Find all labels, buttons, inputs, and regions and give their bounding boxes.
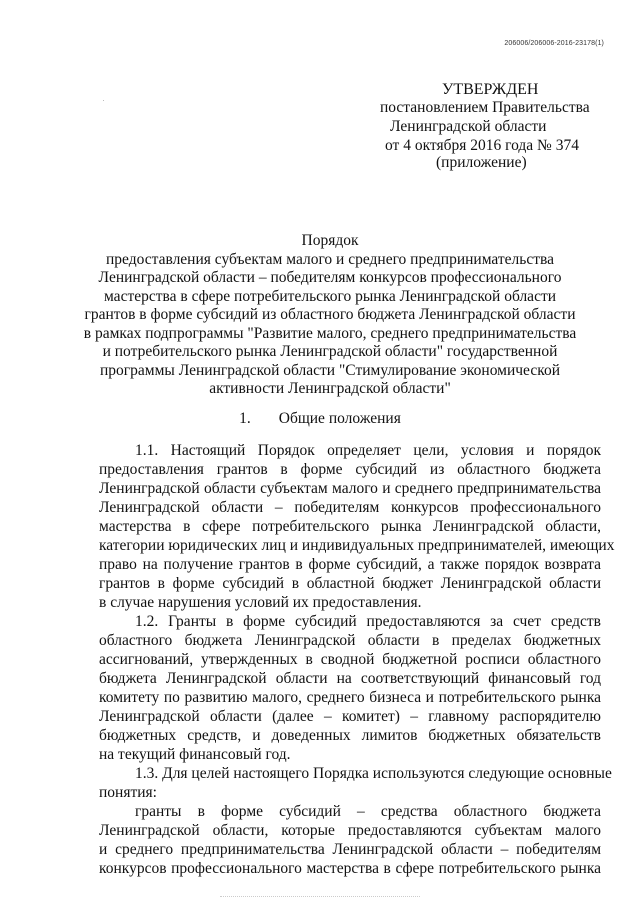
paragraph-1-1 (99, 441, 615, 612)
title-line: предоставления субъектам малого и среднего предпринимательства (105, 250, 554, 268)
approval-line: Ленинградской области (390, 118, 547, 135)
definition-paragraph (99, 802, 601, 878)
document-id: 206006/206006-2016-23178(1) (504, 40, 604, 47)
title-line: программы Ленинградской области "Стимулирование экономической (100, 361, 560, 379)
text-line: Ленинградской области субъектам малого и среднего предпринимательства (99, 480, 601, 497)
text-line: на текущий финансовый год. (99, 746, 291, 763)
text-line: гранты в форме субсидий – средства областного бюджета (135, 803, 601, 820)
text-line: Ленинградской области (далее – комитет) – главному распорядителю (99, 708, 601, 725)
text-line: в случае нарушения условий их предоставления. (99, 594, 422, 611)
text-line: конкурсов профессионального мастерства в сфере потребительского рынка (99, 860, 601, 877)
text-line: 1.2. Гранты в форме субсидий предоставляются за счет средств (135, 613, 601, 630)
title-line: активности Ленинградской области" (209, 380, 451, 397)
scan-mark (103, 100, 104, 101)
paragraph-1-2 (99, 612, 601, 764)
document-heading: Порядок (301, 232, 359, 249)
title-line: мастерства в сфере потребительского рынка Ленинградской области (103, 287, 557, 305)
title-line: Ленинградской области – победителям конкурсов профессионального (98, 269, 562, 286)
document-body (99, 441, 615, 878)
text-line: бюджетных средств, и доведенных лимитов бюджетных обязательств (99, 727, 601, 744)
document-title (60, 232, 600, 399)
text-line: грантов в форме субсидий в областной бюджет Ленинградской области (99, 575, 601, 592)
text-line: 1.3. Для целей настоящего Порядка используются следующие основные (135, 765, 612, 782)
text-line: 1.1. Настоящий Порядок определяет цели, условия и порядок (135, 442, 601, 459)
paragraph-1-3 (99, 764, 612, 802)
approval-title: УТВЕРЖДЕН (442, 81, 539, 98)
title-line: грантов в форме субсидий из областного бюджета Ленинградской области (84, 306, 576, 323)
text-line: бюджета Ленинградской области на соответствующий финансовый год (99, 670, 601, 687)
approval-line: постановлением Правительства (380, 99, 590, 116)
text-line: предоставления грантов в форме субсидий из областного бюджета (99, 461, 601, 478)
text-line: понятия: (99, 784, 157, 801)
text-line: областного бюджета Ленинградской области в пределах бюджетных (99, 632, 601, 649)
scan-footer-mark (220, 896, 420, 901)
section-title: Общие положения (278, 410, 401, 427)
text-line: категории юридических лиц и индивидуальных предпринимателей, имеющих (99, 537, 615, 554)
text-line: комитету по развитию малого, среднего бизнеса и потребительского рынка (99, 689, 601, 706)
text-line: Ленинградской области, которые предоставляются субъектам малого (99, 822, 601, 839)
text-line: Ленинградской области – победителям конкурсов профессионального (99, 499, 601, 516)
section-number: 1. (239, 410, 251, 427)
text-line: ассигнований, утвержденных в сводной бюджетной росписи областного (99, 651, 601, 668)
title-line: и потребительского рынка Ленинградской области" государственной (102, 343, 558, 360)
text-line: мастерства в сфере потребительского рынка Ленинградской области, (99, 518, 601, 535)
title-line: в рамках подпрограммы "Развитие малого, среднего предпринимательства (83, 324, 577, 342)
approval-line: (приложение) (436, 154, 527, 171)
text-line: право на получение грантов в форме субсидий, а также порядок возврата (99, 556, 601, 573)
section-heading (0, 410, 640, 428)
text-line: и среднего предпринимательства Ленинградской области – победителям (99, 841, 601, 858)
approval-date-line: от 4 октября 2016 года № 374 (385, 137, 579, 154)
